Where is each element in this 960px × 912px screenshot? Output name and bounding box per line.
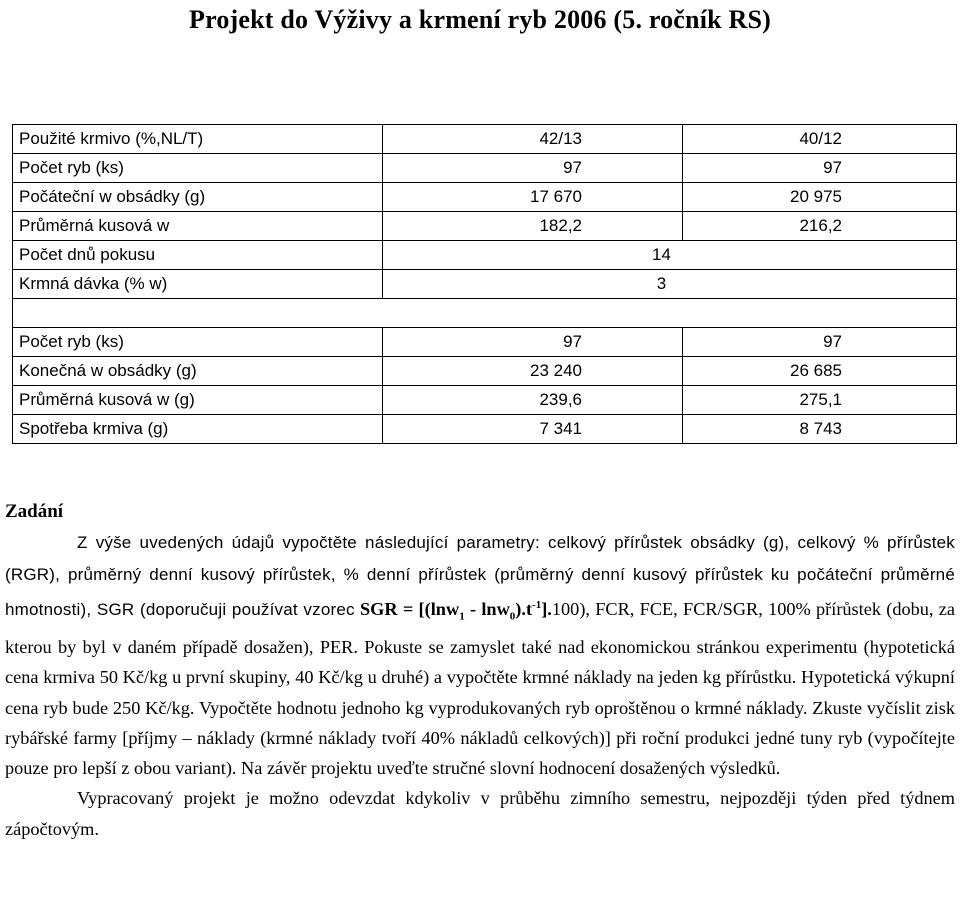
row-label: Použité krmivo (%,NL/T) bbox=[13, 125, 383, 154]
value-variant-2: 20 975 bbox=[683, 183, 957, 212]
assignment-text-sans: Z výše uvedených údajů vypočtěte následující parametry: celkový přírůstek obsádky (g), celkový % přírůstek (RGR), průměrný denní kusový přírůstek, % denní přírůstek (průměrný denní kusový přírůstek ku počáteční průměrné hmotnosti), SGR (doporučuji používat vzorec bbox=[5, 533, 955, 619]
table-row bbox=[13, 328, 957, 357]
assignment-paragraph bbox=[5, 527, 955, 783]
table-row bbox=[13, 270, 957, 299]
row-label: Počet ryb (ks) bbox=[13, 154, 383, 183]
row-label: Počet ryb (ks) bbox=[13, 328, 383, 357]
row-label: Průměrná kusová w bbox=[13, 212, 383, 241]
value-variant-2: 26 685 bbox=[683, 357, 957, 386]
table-row-empty bbox=[13, 299, 957, 328]
assignment-heading: Zadání bbox=[5, 501, 64, 522]
table-row bbox=[13, 212, 957, 241]
shared-value-cell bbox=[383, 270, 957, 299]
formula-subscript: 0 bbox=[509, 610, 516, 623]
shared-value: 3 bbox=[656, 274, 667, 293]
empty-cell bbox=[13, 299, 957, 328]
formula-subscript: 1 bbox=[459, 610, 465, 623]
value-variant-2: 97 bbox=[683, 328, 957, 357]
value-variant-1: 182,2 bbox=[383, 212, 683, 241]
table-row bbox=[13, 241, 957, 270]
value-variant-2: 275,1 bbox=[683, 386, 957, 415]
sgr-formula bbox=[359, 598, 552, 623]
table-row bbox=[13, 415, 957, 444]
submission-note: Vypracovaný projekt je možno odevzdat kdykoliv v průběhu zimního semestru, nejpozději týden před týdnem zápočtovým. bbox=[5, 788, 955, 839]
table-row bbox=[13, 125, 957, 154]
row-label: Počet dnů pokusu bbox=[13, 241, 383, 270]
table-row bbox=[13, 386, 957, 415]
assignment-section bbox=[5, 497, 955, 844]
table-row bbox=[13, 357, 957, 386]
formula-part: ).t bbox=[515, 598, 533, 619]
table-row bbox=[13, 154, 957, 183]
assignment-text-serif: 100), FCR, FCE, FCR/SGR, 100% přírůstek (dobu, za kterou by byl v daném případě dosažen), PER. Pokuste se zamyslet také nad ekonomickou stránkou experimentu (hypotetická cena krmiva 50 Kč/kg u první skupiny, 40 Kč/kg u druhé) a vypočtěte krmné náklady na jeden kg přírůstku. Hypotetická výkupní cena ryb bude 250 Kč/kg. Vypočtěte hodnotu jednoho kg vyprodukovaných ryb oproštěnou o krmné náklady. Zkuste vyčíslit zisk rybářské farmy [příjmy – náklady (krmné náklady tvoří 40% nákladů celkových)] při roční produkci jedné tuny ryb (vypočítejte pouze pro lepší z obou variant). Na závěr projektu uveďte stručné slovní hodnocení dosažených výsledků. bbox=[5, 598, 955, 779]
value-variant-2: 40/12 bbox=[683, 125, 957, 154]
value-variant-1: 23 240 bbox=[383, 357, 683, 386]
row-label: Počáteční w obsádky (g) bbox=[13, 183, 383, 212]
formula-superscript: -1 bbox=[532, 598, 542, 611]
value-variant-1: 17 670 bbox=[383, 183, 683, 212]
value-variant-2: 8 743 bbox=[683, 415, 957, 444]
row-label: Spotřeba krmiva (g) bbox=[13, 415, 383, 444]
value-variant-1: 97 bbox=[383, 154, 683, 183]
formula-part: ]. bbox=[541, 598, 552, 619]
value-variant-1: 239,6 bbox=[383, 386, 683, 415]
table-row bbox=[13, 183, 957, 212]
value-variant-1: 42/13 bbox=[383, 125, 683, 154]
row-label: Konečná w obsádky (g) bbox=[13, 357, 383, 386]
page-title: Projekt do Výživy a krmení ryb 2006 (5. ročník RS) bbox=[189, 5, 771, 34]
row-label: Průměrná kusová w (g) bbox=[13, 386, 383, 415]
formula-part: - lnw bbox=[464, 598, 510, 619]
formula-part: SGR = [(lnw bbox=[359, 598, 460, 619]
row-label: Krmná dávka (% w) bbox=[13, 270, 383, 299]
fish-data-table bbox=[12, 124, 957, 444]
value-variant-2: 216,2 bbox=[683, 212, 957, 241]
value-variant-1: 7 341 bbox=[383, 415, 683, 444]
value-variant-1: 97 bbox=[383, 328, 683, 357]
value-variant-2: 97 bbox=[683, 154, 957, 183]
shared-value: 14 bbox=[652, 245, 671, 264]
shared-value-cell bbox=[383, 241, 957, 270]
